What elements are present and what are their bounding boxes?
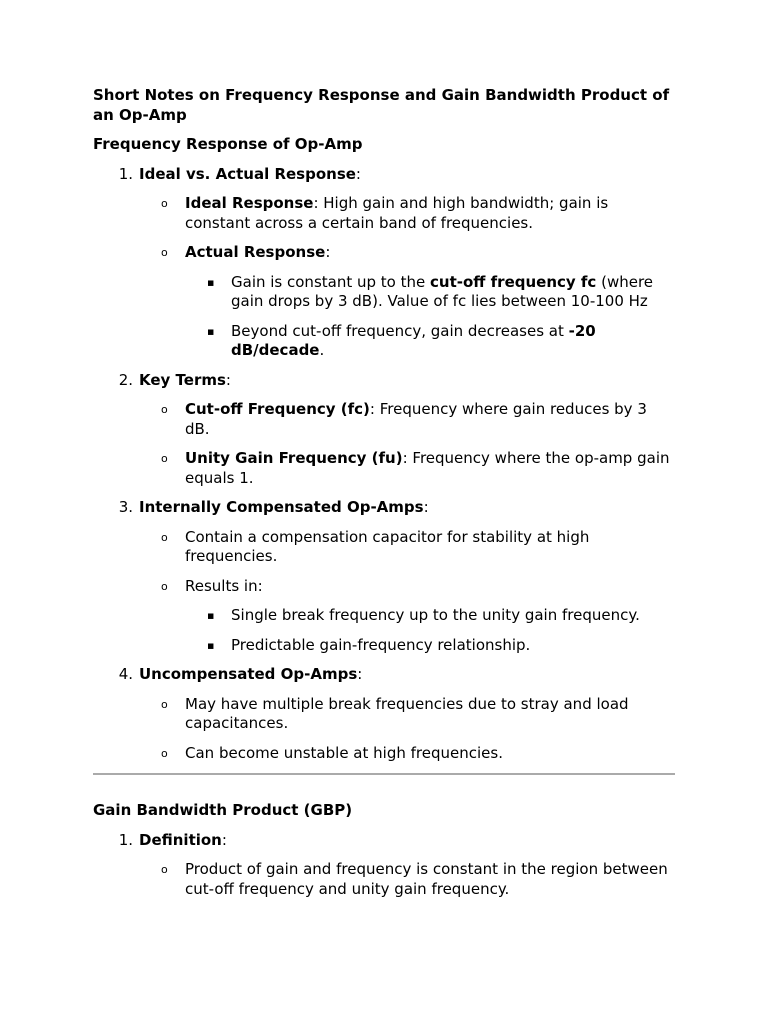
- item-suffix: :: [357, 665, 363, 683]
- list-item: [93, 831, 675, 900]
- sub-list-item: [139, 577, 675, 656]
- circle-bullet-icon: o: [161, 579, 168, 593]
- sub-list-item: [139, 194, 675, 233]
- sub-sub-item-bold: cut-off frequency fc: [430, 272, 597, 291]
- sub-item-text: : Frequency where the op-amp gain equals 1.: [185, 449, 670, 487]
- sub-list: [139, 528, 675, 656]
- list-number: 4.: [118, 665, 133, 683]
- list-number: 3.: [118, 498, 133, 516]
- list-number: 1.: [118, 830, 133, 849]
- sub-item-text: : High gain and high bandwidth; gain is constant across a certain band of frequencies.: [185, 194, 609, 232]
- sub-sub-item-text: Gain is constant up to the: [231, 272, 430, 291]
- sub-item-label: Ideal Response: [185, 194, 314, 212]
- frequency-response-list: [93, 165, 675, 764]
- sub-list: [139, 400, 675, 488]
- section-heading-gbp: Gain Bandwidth Product (GBP): [93, 801, 353, 819]
- sub-list: [139, 695, 675, 764]
- item-suffix: :: [225, 370, 231, 389]
- sub-sub-list-item: [185, 606, 675, 626]
- sub-sub-item-text: Predictable gain-frequency relationship.: [231, 635, 531, 654]
- square-bullet-icon: ▪: [207, 275, 215, 289]
- sub-list-item: [139, 528, 675, 567]
- document-title: Short Notes on Frequency Response and Gain Bandwidth Product of an Op-Amp: [93, 86, 670, 124]
- sub-sub-item-text: Single break frequency up to the unity gain frequency.: [231, 606, 640, 624]
- sub-list: [139, 860, 675, 899]
- item-label: Key Terms: [139, 370, 226, 389]
- circle-bullet-icon: o: [161, 530, 168, 544]
- sub-sub-list-item: [185, 273, 675, 312]
- item-suffix: :: [355, 164, 361, 183]
- sub-sub-item-text: (where gain drops by 3 dB). Value of fc lies between 10-100 Hz: [231, 272, 654, 310]
- sub-item-text: May have multiple break frequencies due to stray and load capacitances.: [185, 694, 629, 732]
- sub-list-item: [139, 243, 675, 361]
- sub-sub-item-text: .: [319, 341, 325, 359]
- circle-bullet-icon: o: [161, 452, 168, 465]
- sub-item-text: :: [325, 243, 331, 261]
- sub-sub-item-bold: -20 dB/decade: [231, 321, 596, 359]
- item-suffix: :: [221, 830, 227, 849]
- square-bullet-icon: ▪: [207, 324, 215, 338]
- sub-list-item: [139, 449, 675, 488]
- sub-list-item: [139, 695, 675, 734]
- square-bullet-icon: ▪: [207, 638, 215, 652]
- sub-item-text: Product of gain and frequency is constant in the region between cut-off frequency and unity gain frequency.: [185, 860, 668, 898]
- list-item: [93, 498, 675, 655]
- sub-list-item: [139, 744, 675, 764]
- square-bullet-icon: ▪: [207, 609, 215, 622]
- sub-sub-item-text: Beyond cut-off frequency, gain decreases at: [231, 321, 569, 340]
- sub-sub-list: [185, 273, 675, 361]
- sub-sub-list-item: [185, 322, 675, 361]
- circle-bullet-icon: o: [161, 246, 168, 259]
- item-label: Internally Compensated Op-Amps: [139, 498, 424, 516]
- sub-item-label: Actual Response: [185, 243, 326, 261]
- item-label: Uncompensated Op-Amps: [139, 665, 358, 683]
- sub-list: [139, 194, 675, 361]
- item-label: Ideal vs. Actual Response: [139, 164, 356, 183]
- item-suffix: :: [423, 498, 429, 516]
- sub-list-item: [139, 860, 675, 899]
- list-item: [93, 371, 675, 489]
- sub-item-text: Contain a compensation capacitor for stability at high frequencies.: [185, 527, 590, 565]
- list-number: 1.: [118, 164, 133, 183]
- list-item: [93, 165, 675, 361]
- circle-bullet-icon: o: [161, 697, 168, 711]
- horizontal-divider: [93, 773, 675, 775]
- sub-item-text: : Frequency where gain reduces by 3 dB.: [185, 400, 647, 438]
- sub-sub-list: [185, 606, 675, 655]
- list-item: [93, 665, 675, 763]
- item-label: Definition: [139, 830, 222, 849]
- sub-item-label: Unity Gain Frequency (fu): [185, 449, 403, 467]
- gbp-list: [93, 831, 675, 900]
- circle-bullet-icon: o: [161, 197, 168, 210]
- sub-item-label: Cut-off Frequency (fc): [185, 400, 370, 418]
- circle-bullet-icon: o: [161, 403, 168, 416]
- section-heading-frequency-response: Frequency Response of Op-Amp: [93, 135, 363, 153]
- document-page: [93, 86, 675, 909]
- circle-bullet-icon: o: [161, 746, 168, 760]
- sub-list-item: [139, 400, 675, 439]
- circle-bullet-icon: o: [161, 863, 168, 876]
- sub-item-text: Can become unstable at high frequencies.: [185, 743, 503, 762]
- sub-sub-list-item: [185, 636, 675, 656]
- sub-item-text: Results in:: [185, 576, 263, 595]
- list-number: 2.: [118, 370, 133, 389]
